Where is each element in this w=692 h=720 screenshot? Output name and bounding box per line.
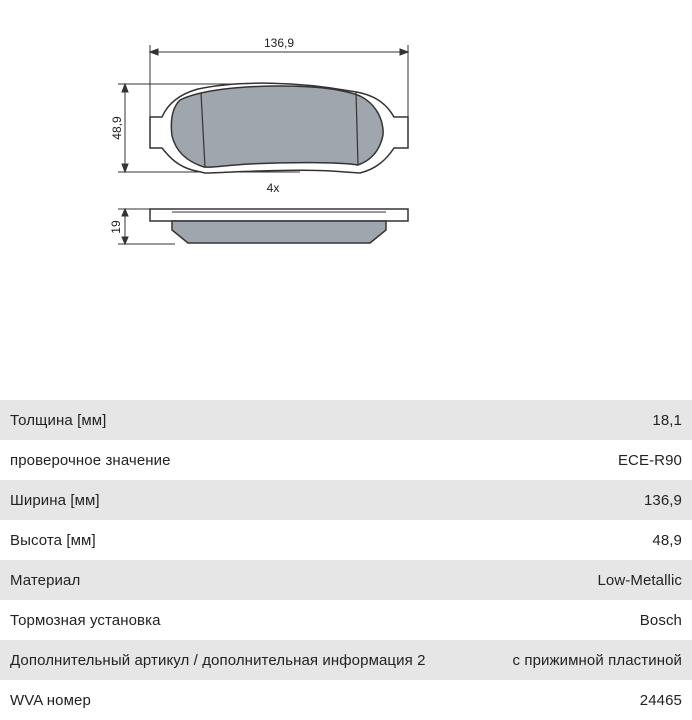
spec-value: ECE-R90 [617,451,682,469]
spec-row-thickness [0,400,692,440]
spec-label: WVA номер [10,691,91,709]
spec-label: Толщина [мм] [10,411,107,429]
spec-label: Высота [мм] [10,531,96,549]
side-backing-plate [150,209,408,221]
spec-label: Дополнительный артикул / дополнительная информация 2 [10,651,426,669]
spec-row-additional-info [0,640,692,680]
spec-row-test-value [0,440,692,480]
spec-row-wva-number [0,680,692,720]
spec-value: Low-Metallic [597,571,682,589]
spec-value: 48,9 [652,531,682,549]
spec-row-brake-system [0,600,692,640]
spec-value: 24465 [639,691,682,709]
thickness-label: 19 [109,220,123,234]
spec-label: Тормозная установка [10,611,161,629]
spec-row-material [0,560,692,600]
side-friction-pad [172,221,386,243]
spec-value: Bosch [639,611,682,629]
spec-value: 18,1 [652,411,682,429]
width-label: 136,9 [263,36,295,50]
spec-label: проверочное значение [10,451,171,469]
specifications-table [0,400,692,720]
height-label: 48,9 [110,116,124,140]
quantity-label: 4x [266,181,280,195]
spec-value: с прижимной пластиной [512,651,682,669]
spec-value: 136,9 [643,491,682,509]
spec-label: Ширина [мм] [10,491,100,509]
spec-row-height [0,520,692,560]
spec-label: Материал [10,571,81,589]
spec-row-width [0,480,692,520]
